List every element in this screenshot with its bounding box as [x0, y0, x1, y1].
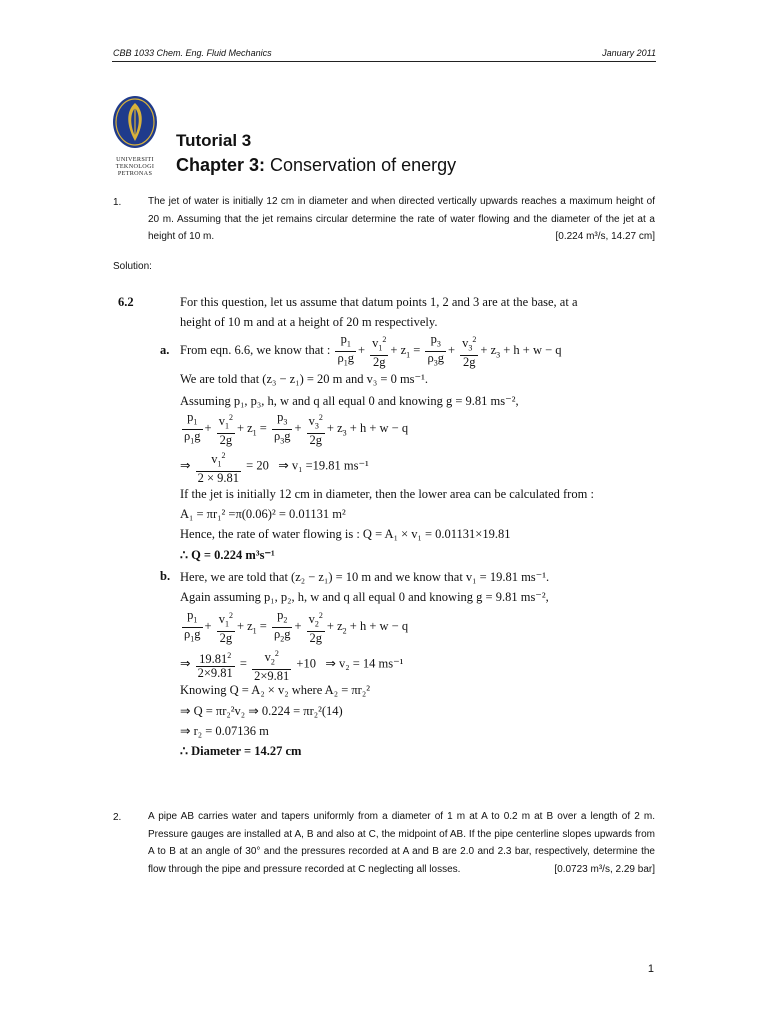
part-b-r2: ⇒ r₂ = 0.07136 m [180, 724, 269, 738]
question-2-text [148, 808, 655, 878]
bernoulli-eqn-3: $\frac{p_1}{\rho_1g}$ + $\frac{v_1^2}{2g}$ + $z_1$ = $\frac{p_2}{\rho_2g}$ + $\frac{v_2^2}{2g}$ + $z_2 + h + w - q$ [184, 608, 409, 645]
logo-line-2: TEKNOLOGI [115, 163, 155, 170]
v1-equation: ⇒ $\frac{v_1^2}{2 \times 9.81}$ = 20 ⇒ v₁ =19.81 ms⁻¹ [180, 451, 369, 485]
v2-equation: ⇒ $\frac{19.81^2}{2\times 9.81}$ = $\frac{v_2^2}{2\times 9.81}$ +10 ⇒ v₂ = 14 ms⁻¹ [180, 649, 404, 683]
area-intro: If the jet is initially 12 cm in diameter, then the lower area can be calculated from : [180, 487, 594, 501]
part-b-label: b. [160, 569, 171, 583]
part-b-q: ⇒ Q = πr₂²v₂ ⇒ 0.224 = πr₂²(14) [180, 704, 343, 718]
rate-calc: Hence, the rate of water flowing is : Q = A₁ × v₁ = 0.01131×19.81 [180, 527, 511, 541]
part-a-label: a. [160, 343, 170, 357]
university-logo [110, 95, 160, 177]
question-2-number: 2. [113, 812, 122, 823]
part-b-knowing: Knowing Q = A₂ × v₂ where A₂ = πr₂² [180, 683, 370, 697]
question-1-text [148, 193, 655, 246]
logo-line-1: UNIVERSITI [116, 156, 154, 163]
problem-number: 6.2 [118, 295, 134, 309]
chapter-title [176, 155, 456, 176]
chapter-label: Chapter 3: [176, 155, 266, 175]
v2-result: ⇒ v₂ = 14 ms⁻¹ [325, 656, 404, 671]
tutorial-title: Tutorial 3 [176, 131, 252, 150]
bernoulli-eqn-2: $\frac{p_1}{\rho_1g}$ + $\frac{v_1^2}{2g}$ + $z_1$ = $\frac{p_3}{\rho_3g}$ + $\frac{v_3^2}{2g}$ + $z_3 + h + w - q$ [184, 410, 409, 447]
solution-intro-2: height of 10 m and at a height of 20 m respectively. [180, 315, 438, 329]
eqn-intro: From eqn. 6.6, we know that : [180, 342, 331, 357]
part-b-told: Here, we are told that (z₂ − z₁) = 10 m and we know that v₁ = 19.81 ms⁻¹. [180, 570, 550, 584]
logo-line-3: PETRONAS [117, 170, 153, 177]
part-a-assume: Assuming p₁, p₃, h, w and q all equal 0 and knowing g = 9.81 ms⁻², [180, 394, 519, 408]
solution-intro-1: For this question, let us assume that datum points 1, 2 and 3 are at the base, at a [180, 295, 578, 309]
area-calc: A₁ = πr₁² =π(0.06)² = 0.01131 m² [180, 507, 346, 521]
part-a-told: We are told that (z₃ − z₁) = 20 m and v₃ = 0 ms⁻¹. [180, 372, 429, 386]
header-divider [112, 61, 656, 62]
question-2-answer: [0.0723 m³/s, 2.29 bar] [554, 863, 655, 875]
v1-result: ⇒ v₁ =19.81 ms⁻¹ [278, 458, 369, 473]
part-b-assume: Again assuming p₁, p₂, h, w and q all equal 0 and knowing g = 9.81 ms⁻², [180, 590, 549, 604]
logo-caption [110, 156, 160, 177]
question-1-body: The jet of water is initially 12 cm in diameter and when directed vertically upwards reaches a maximum height of 20 m. Assuming that the jet remains circular determine the rate of water flowing and the diameter of the jet at a height of 10 m. [148, 196, 655, 243]
header-course: CBB 1033 Chem. Eng. Fluid Mechanics [113, 48, 272, 58]
question-1-answer: [0.224 m³/s, 14.27 cm] [555, 231, 655, 243]
solution-label: Solution: [113, 261, 152, 272]
petronas-seal-icon [112, 95, 158, 149]
header-date: January 2011 [602, 48, 656, 58]
part-b-result: ∴ Diameter = 14.27 cm [180, 744, 302, 758]
question-1-number: 1. [113, 197, 122, 208]
bernoulli-eqn-1: From eqn. 6.6, we know that : $\frac{p_1}{\rho_1g}$ + $\frac{v_1^2}{2g}$ + $z_1$ = $\frac{p_3}{\rho_3g}$ + $\frac{v_3^2}{2g}$ + $z_3 + h + w - q$ [180, 332, 562, 369]
question-2-body: A pipe AB carries water and tapers uniformly from a diameter of 1 m at A to 0.2 m at B over a length of 2 m. Pressure gauges are installed at A, B and also at C, the midpoint of AB. If the pipe centerline slopes upwards from A to B at an angle of 30° and the pressures recorded at A and B are 2.0 and 2.3 bar, respectively, determine the flow through the pipe and pressure recorded at C neglecting all losses. [148, 811, 655, 875]
chapter-name: Conservation of energy [270, 155, 457, 175]
part-a-result: ∴ Q = 0.224 m³s⁻¹ [180, 548, 275, 562]
page-number: 1 [647, 963, 654, 975]
